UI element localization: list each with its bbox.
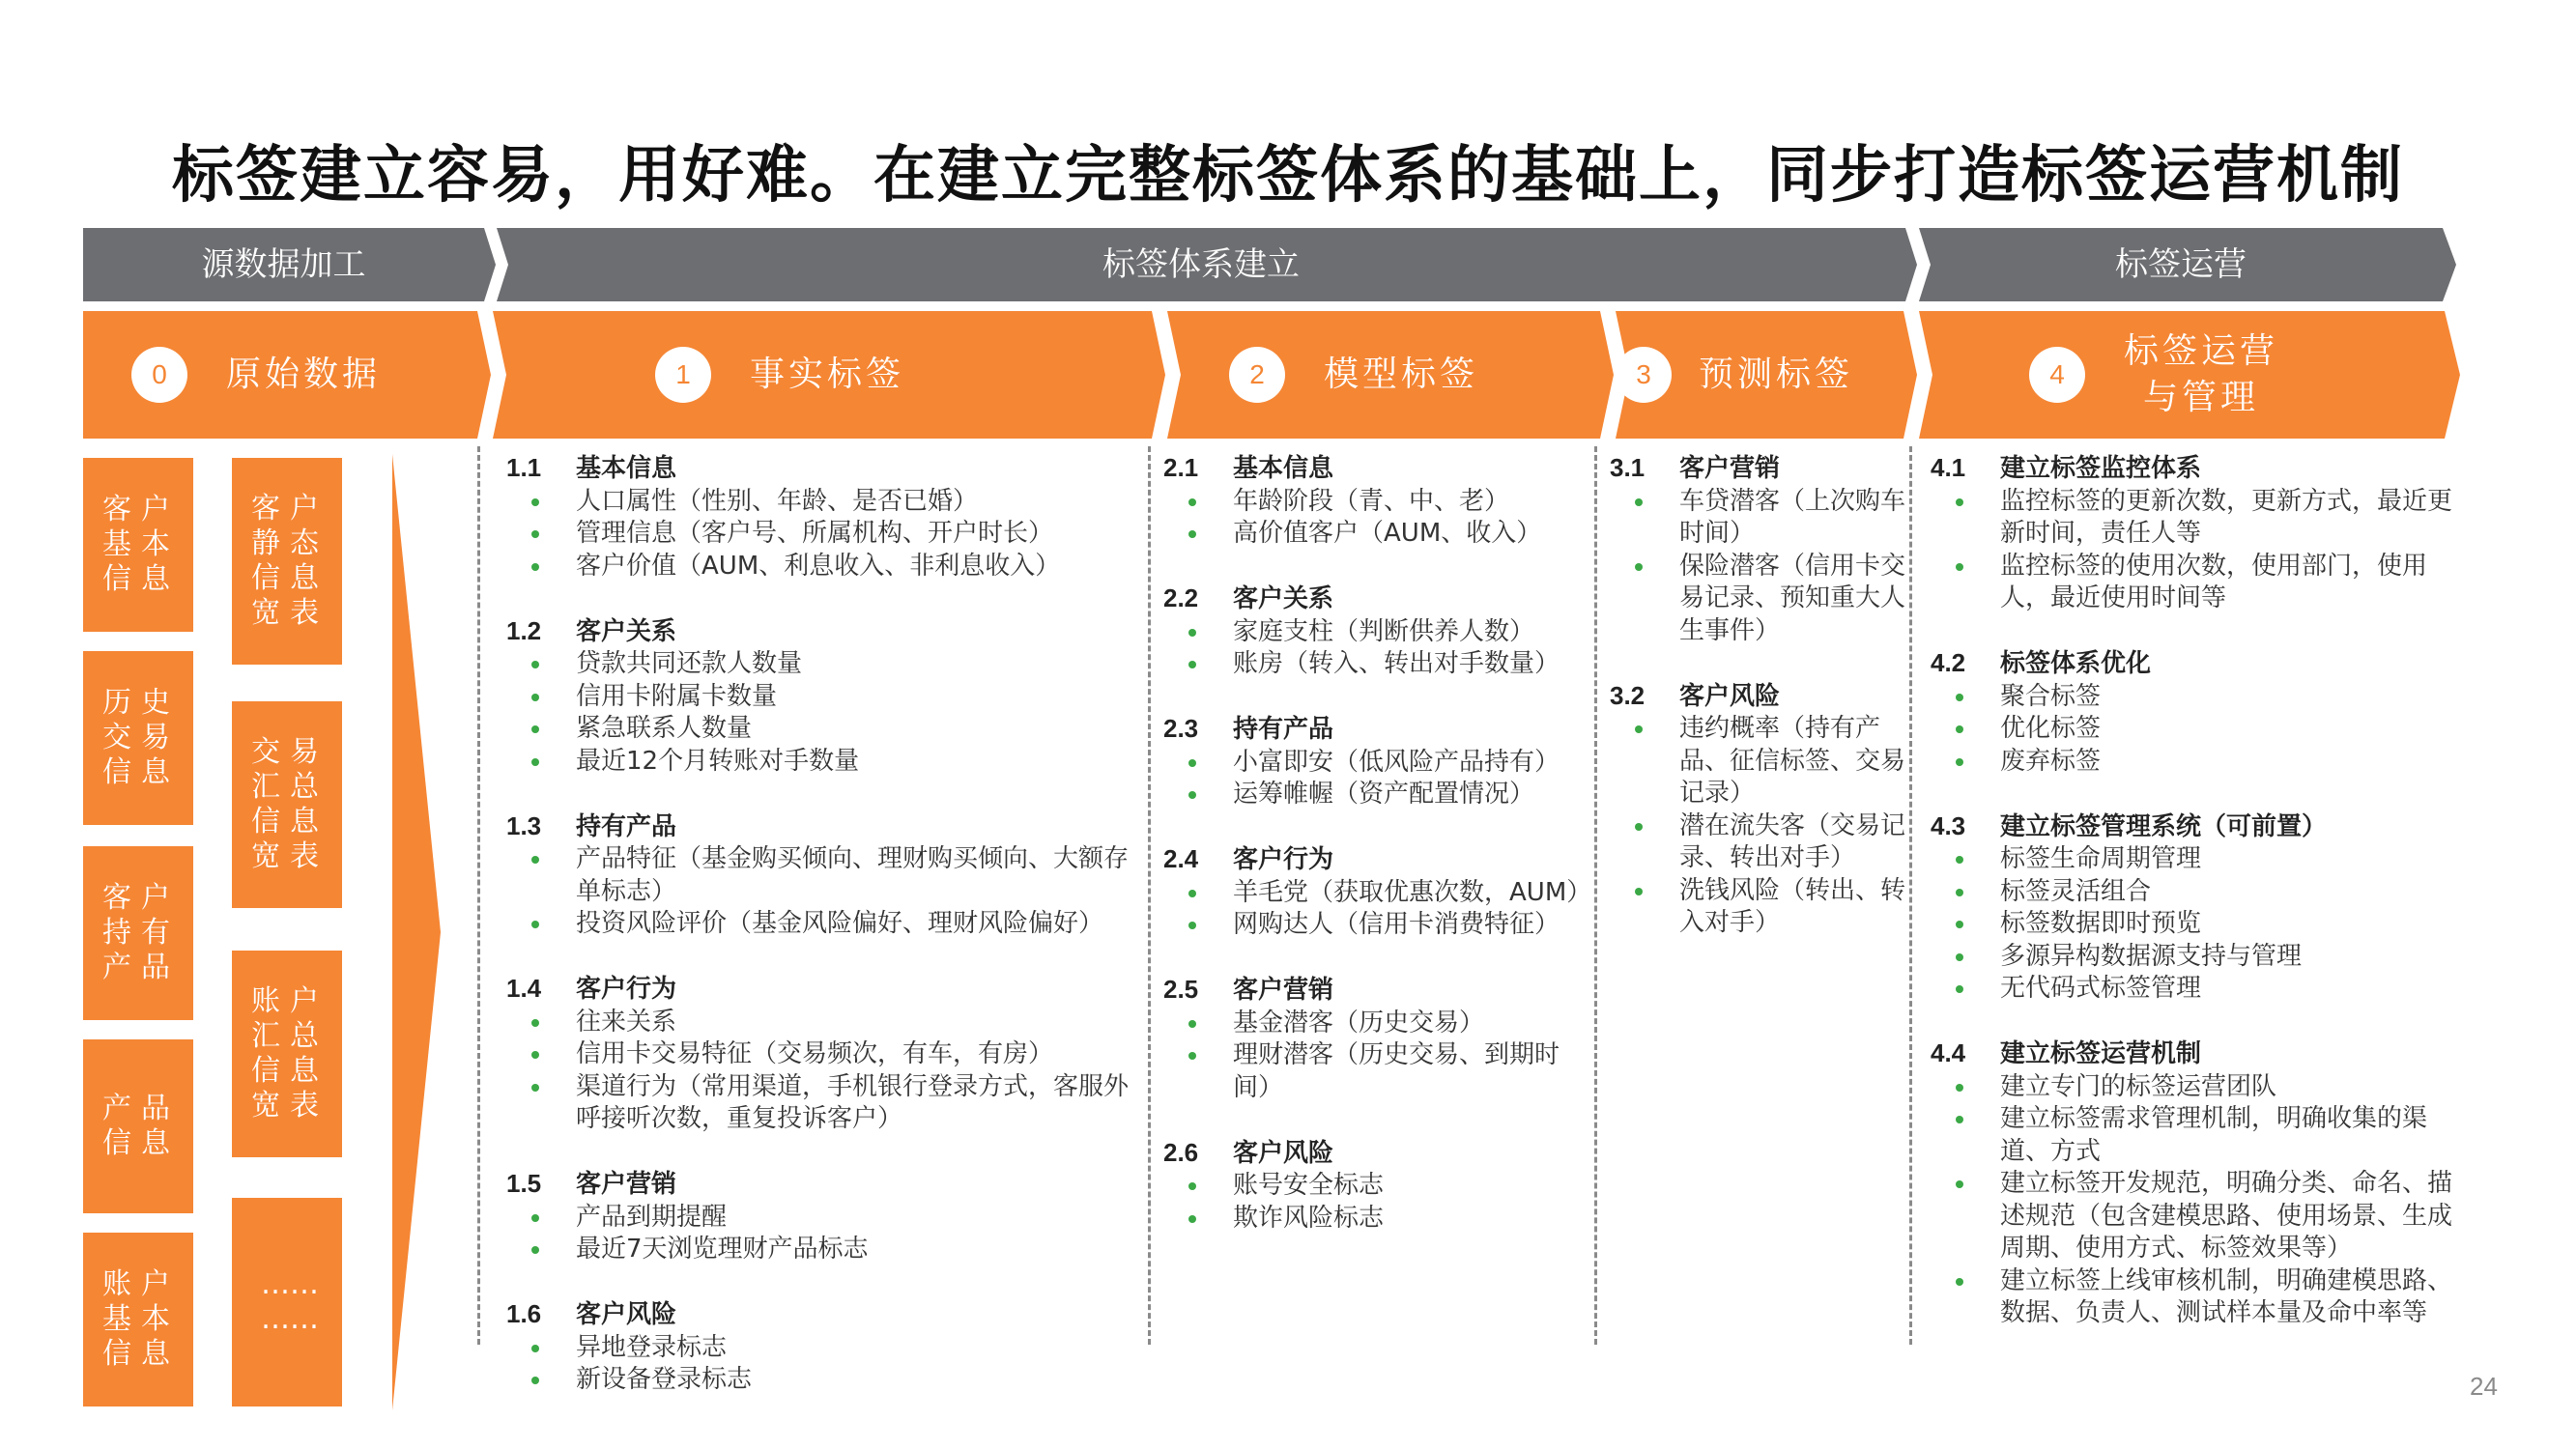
- section-heading: [1610, 680, 1905, 714]
- section-title: 客户关系: [1233, 584, 1334, 613]
- section-heading: [1931, 452, 2452, 486]
- bullet-text: 建立标签上线审核机制，明确建模思路、数据、负责人、测试样本量及命中率等: [2000, 1265, 2453, 1327]
- header-bar-model-tip: [1600, 311, 1614, 439]
- bullet-item: [1163, 1170, 1589, 1203]
- step-number-badge: 4: [2029, 347, 2085, 403]
- bullet-icon: [1188, 1182, 1196, 1190]
- step-number-badge: 0: [131, 347, 187, 403]
- bullet-icon: [1188, 629, 1196, 637]
- bullet-text: 贷款共同还款人数量: [576, 649, 803, 678]
- bullet-icon: [531, 530, 539, 538]
- bullet-text: 标签数据即时预览: [2000, 909, 2202, 938]
- header-predict-tags: [1616, 311, 1853, 439]
- stage-bar-ops-tip: [2443, 228, 2456, 301]
- bullet-icon: [1635, 888, 1643, 895]
- section-heading: [1163, 582, 1589, 616]
- bullet-icon: [1188, 922, 1196, 929]
- bullet-text: 基金潜客（历史交易）: [1233, 1008, 1485, 1037]
- tag-section: [1163, 843, 1592, 942]
- section-number: 2.5: [1163, 975, 1199, 1004]
- stage-label-ops: 标签运营: [2115, 245, 2247, 284]
- section-number: 2.2: [1163, 583, 1199, 612]
- section-number: 2.4: [1163, 844, 1199, 873]
- bullet-text: 聚合标签: [2000, 681, 2102, 711]
- bullet-icon: [531, 1345, 539, 1352]
- section-title: 持有产品: [1233, 715, 1334, 744]
- header-label: [2124, 328, 2278, 421]
- section-heading: [1163, 452, 1589, 486]
- bullet-text: 账房（转入、转出对手数量）: [1233, 649, 1560, 678]
- bullet-item: [506, 1007, 1144, 1039]
- tag-section: [506, 973, 1144, 1136]
- bullet-text: 车贷潜客（上次购车时间）: [1679, 486, 1906, 548]
- page-title: 标签建立容易，用好难。在建立完整标签体系的基础上，同步打造标签运营机制: [172, 139, 2404, 212]
- bullet-item: [1931, 876, 2452, 909]
- bullet-item: [506, 551, 1144, 583]
- tag-section: [506, 615, 1144, 779]
- bullet-text: 优化标签: [2000, 714, 2102, 743]
- section-title: 建立标签管理系统（可前置）: [2000, 811, 2328, 841]
- bullet-item: [506, 681, 1144, 714]
- bullet-icon: [1635, 498, 1643, 506]
- section-number: 1.2: [506, 615, 542, 645]
- section-number: 1.4: [506, 974, 542, 1003]
- header-bar-ops-tip: [2445, 311, 2460, 439]
- bullet-icon: [531, 661, 539, 668]
- section-number: 2.3: [1163, 714, 1199, 743]
- section-number: 4.2: [1931, 648, 1966, 677]
- section-title: 客户营销: [1233, 976, 1334, 1005]
- column-divider: [477, 446, 480, 1345]
- tag-section: [1163, 974, 1589, 1104]
- bullet-text: 废弃标签: [2000, 746, 2102, 776]
- section-heading: [1163, 1137, 1589, 1171]
- bullet-text: 异地登录标志: [576, 1332, 728, 1362]
- tag-section: [1163, 1137, 1589, 1236]
- bullet-text: 羊毛党（获取优惠次数，AUM）: [1233, 877, 1592, 907]
- bullet-icon: [531, 921, 539, 928]
- bullet-text: 监控标签的更新次数，更新方式，最近更新时间，责任人等: [2000, 486, 2453, 548]
- section-title: 客户风险: [576, 1300, 677, 1329]
- bullet-item: [1931, 1103, 2452, 1168]
- section-title: 持有产品: [576, 811, 677, 841]
- tag-section: [1931, 810, 2452, 1006]
- section-number: 1.3: [506, 810, 542, 840]
- header-model-tags: [1229, 311, 1478, 439]
- section-title: 客户营销: [576, 1170, 677, 1199]
- bullet-icon: [1956, 1116, 1963, 1123]
- section-heading: [506, 973, 1144, 1007]
- bullet-item: [1163, 779, 1589, 811]
- section-number: 4.4: [1931, 1038, 1966, 1067]
- bullet-text: 违约概率（持有产品、征信标签、交易记录）: [1679, 714, 1906, 808]
- bullet-text: 信用卡交易特征（交易频次，有车，有房）: [576, 1039, 1054, 1068]
- tag-section: [1163, 452, 1589, 551]
- bullet-item: [1931, 908, 2452, 941]
- bullet-text: 最近7天浏览理财产品标志: [576, 1235, 869, 1264]
- bullet-item: [1931, 746, 2452, 779]
- bullet-icon: [1956, 725, 1963, 733]
- bullet-text: 欺诈风险标志: [1233, 1203, 1385, 1233]
- bullet-icon: [1956, 563, 1963, 571]
- bullet-text: 标签灵活组合: [2000, 876, 2152, 906]
- bullet-text: 建立标签开发规范，明确分类、命名、描述规范（包含建模思路、使用场景、生成周期、使用方式、标签效果等）: [2000, 1169, 2453, 1263]
- header-label: 原始数据: [226, 355, 382, 394]
- bullet-icon: [1956, 694, 1963, 701]
- section-number: 3.2: [1610, 680, 1646, 710]
- bullet-icon: [531, 694, 539, 701]
- bullet-icon: [531, 498, 539, 506]
- page-number: 24: [2470, 1372, 2498, 1401]
- section-number: 1.5: [506, 1169, 542, 1198]
- bullet-text: 新设备登录标志: [576, 1365, 753, 1394]
- bullet-text: 运筹帷幄（资产配置情况）: [1233, 780, 1535, 809]
- bullet-icon: [1188, 890, 1196, 897]
- bullet-item: [1931, 941, 2452, 974]
- bullet-item: [1931, 1265, 2452, 1330]
- column-model-tags: [1163, 452, 1592, 1267]
- tag-section: [1931, 452, 2452, 615]
- bullet-icon: [1956, 985, 1963, 993]
- section-heading: [1163, 974, 1589, 1008]
- bullet-icon: [1188, 1052, 1196, 1060]
- bullet-icon: [531, 1246, 539, 1254]
- bullet-icon: [1956, 889, 1963, 896]
- bullet-item: [1610, 713, 1905, 810]
- stage-bar-build-tip: [1905, 228, 1917, 301]
- bullet-text: 年龄阶段（青、中、老）: [1233, 486, 1510, 516]
- bullet-item: [1931, 1071, 2452, 1104]
- bullet-icon: [1956, 1278, 1963, 1286]
- section-number: 4.3: [1931, 810, 1966, 840]
- bullet-text: 最近12个月转账对手数量: [576, 746, 860, 776]
- header-label-line1: 标签运营: [2124, 331, 2279, 371]
- stage-label-build: 标签体系建立: [1102, 245, 1300, 284]
- header-label: 预测标签: [1699, 355, 1854, 394]
- column-predict-tags: [1610, 452, 1905, 972]
- tag-section: [1931, 647, 2452, 778]
- header-label: 事实标签: [750, 355, 905, 394]
- section-heading: [1931, 810, 2452, 844]
- step-number-badge: 1: [655, 347, 711, 403]
- bullet-item: [506, 746, 1144, 779]
- section-heading: [506, 615, 1144, 649]
- bullet-item: [1931, 843, 2452, 876]
- bullet-icon: [1188, 791, 1196, 799]
- source-box-account-basic: 账户 基本 信息: [83, 1233, 193, 1406]
- bullet-text: 无代码式标签管理: [2000, 974, 2202, 1003]
- bullet-icon: [1635, 563, 1643, 571]
- bullet-item: [1163, 518, 1589, 551]
- column-tag-ops: [1931, 452, 2452, 1362]
- tag-section: [506, 1298, 1144, 1397]
- tag-section: [1931, 1037, 2452, 1330]
- bullet-icon: [1956, 953, 1963, 961]
- bullet-text: 小富即安（低风险产品持有）: [1233, 747, 1560, 777]
- bullet-text: 标签生命周期管理: [2000, 844, 2202, 873]
- bullet-item: [1163, 616, 1589, 649]
- bullet-icon: [1188, 1215, 1196, 1223]
- bullet-text: 潜在流失客（交易记录、转出对手）: [1679, 810, 1906, 872]
- tag-section: [1610, 680, 1905, 940]
- widetable-customer-static: 客户 静态 信息 宽表: [232, 458, 342, 665]
- section-heading: [506, 452, 1144, 486]
- bullet-text: 洗钱风险（转出、转入对手）: [1679, 875, 1906, 937]
- section-number: 1.1: [506, 453, 542, 482]
- bullet-item: [506, 713, 1144, 746]
- section-number: 4.1: [1931, 453, 1966, 482]
- stage-label-source: 源数据加工: [201, 245, 366, 284]
- column-divider: [1148, 446, 1151, 1345]
- bullet-text: 紧急联系人数量: [576, 714, 753, 743]
- bullet-icon: [1188, 759, 1196, 767]
- bullet-icon: [531, 563, 539, 571]
- bullet-item: [1163, 747, 1589, 780]
- bullet-item: [1931, 973, 2452, 1006]
- bullet-item: [506, 908, 1144, 941]
- section-title: 客户风险: [1233, 1138, 1334, 1168]
- bullet-text: 保险潜客（信用卡交易记录、预知重大人生事件）: [1679, 551, 1906, 645]
- header-bar-predict-tip: [1903, 311, 1917, 439]
- widetable-transaction-summary: 交易 汇总 信息 宽表: [232, 701, 342, 908]
- bullet-icon: [1956, 758, 1963, 766]
- section-title: 客户行为: [1233, 845, 1334, 874]
- header-raw-data: [131, 311, 381, 439]
- bullet-item: [1163, 486, 1589, 519]
- bullet-icon: [531, 1019, 539, 1027]
- bullet-text: 账号安全标志: [1233, 1171, 1385, 1200]
- header-label: 模型标签: [1324, 355, 1479, 394]
- bullet-icon: [531, 758, 539, 766]
- bullet-item: [506, 843, 1144, 908]
- bullet-text: 多源异构数据源支持与管理: [2000, 941, 2303, 971]
- tag-section: [1610, 452, 1905, 647]
- bullet-text: 理财潜客（历史交易、到期时间）: [1233, 1040, 1560, 1102]
- section-title: 建立标签运营机制: [2000, 1039, 2202, 1068]
- bullet-text: 渠道行为（常用渠道，手机银行登录方式，客服外呼接听次数，重复投诉客户）: [576, 1071, 1130, 1133]
- bullet-icon: [531, 725, 539, 733]
- section-heading: [1163, 713, 1589, 747]
- tag-section: [506, 452, 1144, 582]
- bullet-text: 信用卡附属卡数量: [576, 681, 778, 711]
- header-tag-ops: [2029, 311, 2278, 439]
- bullet-icon: [1188, 530, 1196, 538]
- section-title: 建立标签监控体系: [2000, 454, 2202, 483]
- bullet-item: [1163, 909, 1589, 942]
- bullet-item: [1163, 1008, 1589, 1040]
- bullet-icon: [531, 1084, 539, 1092]
- bullet-item: [1610, 486, 1905, 551]
- tag-section: [1163, 713, 1589, 811]
- section-title: 基本信息: [1233, 454, 1334, 483]
- bullet-item: [506, 1038, 1144, 1071]
- bullet-item: [506, 1234, 1144, 1266]
- bullet-icon: [1188, 498, 1196, 506]
- bullet-icon: [531, 856, 539, 864]
- bullet-item: [1163, 877, 1592, 910]
- bullet-item: [1931, 713, 2452, 746]
- bullet-text: 投资风险评价（基金风险偏好、理财风险偏好）: [576, 909, 1104, 938]
- tag-section: [506, 1168, 1144, 1266]
- bullet-item: [506, 486, 1144, 519]
- section-heading: [1931, 1037, 2452, 1071]
- bullet-text: 建立标签需求管理机制，明确收集的渠道、方式: [2000, 1104, 2428, 1166]
- section-title: 客户风险: [1679, 681, 1781, 711]
- column-fact-tags: [506, 452, 1144, 1429]
- bullet-item: [1610, 875, 1905, 940]
- bullet-item: [1610, 810, 1905, 875]
- column-divider: [1909, 446, 1912, 1345]
- header-label-line2: 与管理: [2143, 378, 2260, 417]
- bullet-item: [506, 1071, 1144, 1136]
- bullet-item: [1931, 486, 2452, 551]
- widetable-more: …… ……: [232, 1198, 342, 1406]
- section-title: 客户营销: [1679, 454, 1781, 483]
- bullet-item: [506, 648, 1144, 681]
- section-heading: [506, 1168, 1144, 1202]
- bullet-icon: [1956, 856, 1963, 864]
- section-title: 标签体系优化: [2000, 649, 2152, 678]
- header-fact-tags: [655, 311, 904, 439]
- widetable-account-summary: 账户 汇总 信息 宽表: [232, 951, 342, 1157]
- flow-arrow: [386, 454, 441, 1410]
- bullet-icon: [1635, 725, 1643, 733]
- bullet-item: [506, 1202, 1144, 1235]
- bullet-icon: [1635, 823, 1643, 831]
- stage-bar-source-tip: [484, 228, 496, 301]
- section-number: 1.6: [506, 1299, 542, 1328]
- bullet-icon: [1188, 1020, 1196, 1028]
- bullet-item: [1163, 648, 1589, 681]
- bullet-icon: [531, 1377, 539, 1384]
- source-box-customer-products: 客户 持有 产品: [83, 846, 193, 1020]
- bullet-icon: [1956, 1180, 1963, 1188]
- bullet-icon: [531, 1214, 539, 1222]
- section-title: 客户行为: [576, 975, 677, 1004]
- tag-section: [1163, 582, 1589, 681]
- step-number-badge: 2: [1229, 347, 1285, 403]
- bullet-text: 客户价值（AUM、利息收入、非利息收入）: [576, 551, 1061, 581]
- bullet-item: [506, 1332, 1144, 1365]
- section-heading: [1163, 843, 1589, 877]
- bullet-item: [506, 518, 1144, 551]
- bullet-item: [1931, 551, 2452, 615]
- section-number: 3.1: [1610, 453, 1646, 482]
- header-bar-raw-tip: [477, 311, 491, 439]
- section-heading: [1931, 647, 2452, 681]
- source-box-product-info: 产品 信息: [83, 1039, 193, 1213]
- bullet-text: 监控标签的使用次数，使用部门，使用人，最近使用时间等: [2000, 551, 2428, 612]
- section-title: 客户关系: [576, 616, 677, 646]
- bullet-icon: [531, 1051, 539, 1059]
- header-bar-fact-tip: [1152, 311, 1165, 439]
- source-box-transaction-history: 历史 交易 信息: [83, 651, 193, 825]
- bullet-text: 产品到期提醒: [576, 1202, 728, 1232]
- section-title: 基本信息: [576, 454, 677, 483]
- bullet-text: 网购达人（信用卡消费特征）: [1233, 910, 1560, 939]
- bullet-icon: [1956, 498, 1963, 506]
- tag-section: [506, 810, 1144, 941]
- source-box-customer-basic: 客户 基本 信息: [83, 458, 193, 632]
- bullet-item: [506, 1364, 1144, 1397]
- bullet-item: [1163, 1203, 1589, 1236]
- bullet-item: [1931, 681, 2452, 714]
- bullet-text: 家庭支柱（判断供养人数）: [1233, 616, 1535, 646]
- column-divider: [1594, 446, 1597, 1345]
- bullet-text: 往来关系: [576, 1007, 677, 1037]
- bullet-item: [1163, 1039, 1589, 1104]
- bullet-text: 管理信息（客户号、所属机构、开户时长）: [576, 519, 1054, 548]
- bullet-text: 产品特征（基金购买倾向、理财购买倾向、大额存单标志）: [576, 844, 1130, 906]
- bullet-icon: [1188, 661, 1196, 668]
- bullet-item: [1610, 551, 1905, 648]
- section-heading: [1610, 452, 1905, 486]
- bullet-item: [1931, 1168, 2452, 1265]
- bullet-text: 高价值客户（AUM、收入）: [1233, 519, 1542, 548]
- section-heading: [506, 1298, 1144, 1332]
- bullet-text: 人口属性（性别、年龄、是否已婚）: [576, 486, 979, 516]
- step-number-badge: 3: [1616, 347, 1672, 403]
- bullet-text: 建立专门的标签运营团队: [2000, 1071, 2277, 1101]
- section-number: 2.6: [1163, 1137, 1199, 1167]
- section-number: 2.1: [1163, 453, 1199, 482]
- section-heading: [506, 810, 1144, 844]
- bullet-icon: [1956, 1084, 1963, 1092]
- bullet-icon: [1956, 921, 1963, 928]
